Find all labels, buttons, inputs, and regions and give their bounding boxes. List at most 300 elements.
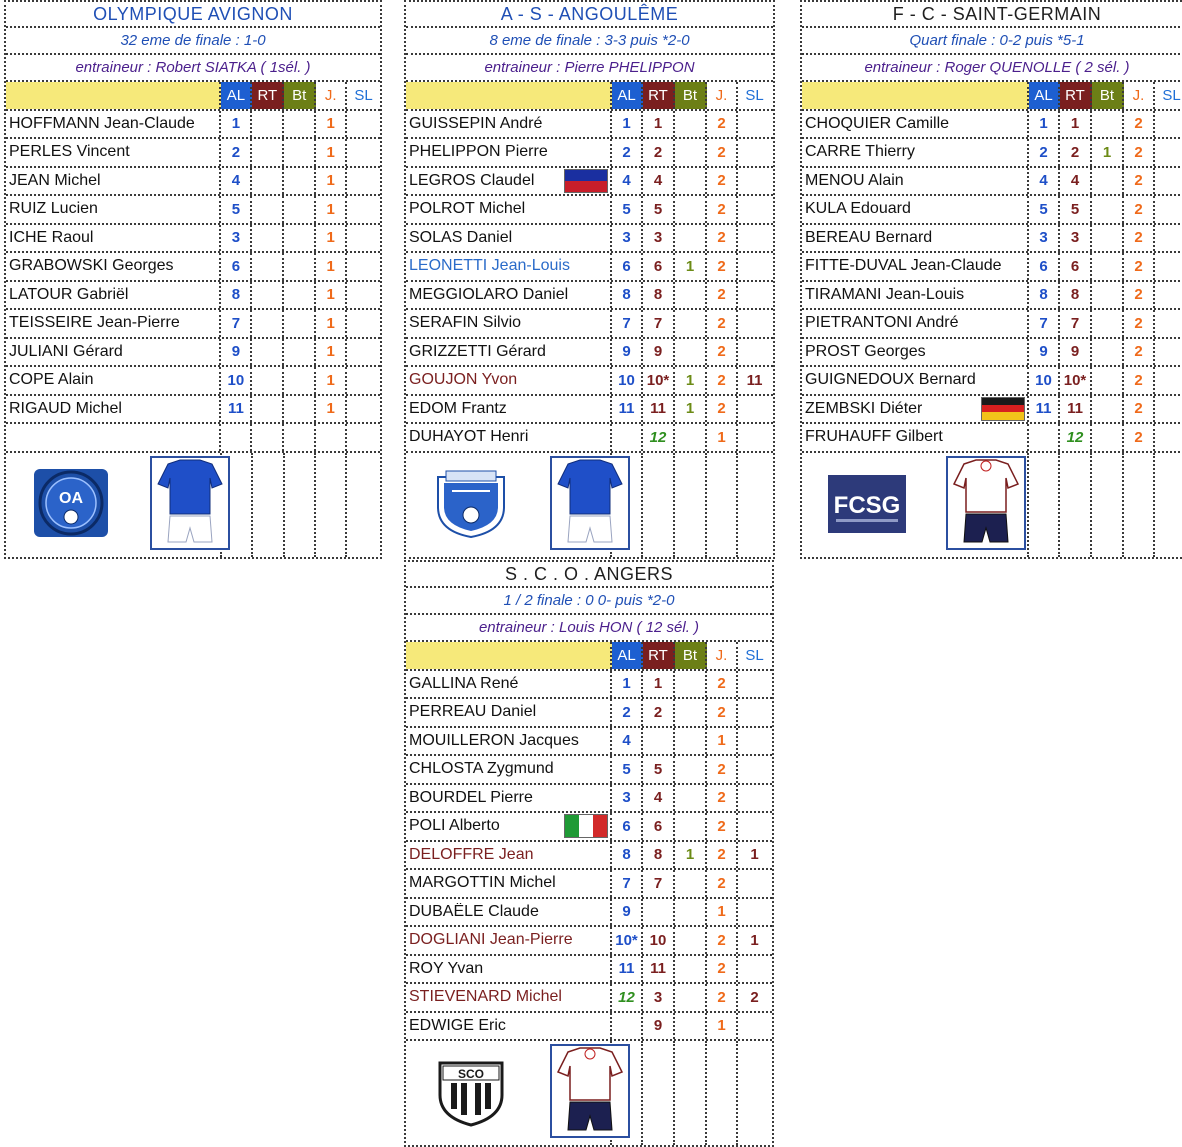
stat-bt <box>1092 424 1124 451</box>
player-name: LATOUR Gabriël <box>9 285 129 303</box>
player-row <box>406 168 773 197</box>
player-name: RUIZ Lucien <box>9 200 98 218</box>
stat-al: 11 <box>221 396 252 423</box>
player-name: DUHAYOT Henri <box>409 428 529 446</box>
player-row <box>802 168 1182 197</box>
stat-al <box>612 424 643 451</box>
team-card <box>4 0 382 559</box>
stat-sl <box>347 253 380 280</box>
player-name-cell <box>406 956 612 983</box>
stat-bt <box>284 367 316 394</box>
team-card <box>800 0 1182 559</box>
stat-bt <box>675 196 707 223</box>
player-row <box>6 339 380 368</box>
stat-sl <box>1155 367 1182 394</box>
column-header-j: J. <box>707 642 738 669</box>
player-row <box>6 396 380 425</box>
stat-bt <box>675 984 707 1011</box>
player-name-cell <box>406 396 612 423</box>
stat-j: 1 <box>316 253 347 280</box>
stat-sl <box>738 139 771 166</box>
player-name: MEGGIOLARO Daniel <box>409 285 569 303</box>
empty-cell <box>316 453 347 557</box>
header-name-cell <box>406 82 612 109</box>
player-name: ROY Yvan <box>409 959 484 977</box>
stat-al: 5 <box>221 196 252 223</box>
stat-bt <box>284 310 316 337</box>
stat-rt: 12 <box>1060 424 1092 451</box>
column-header-rt: RT <box>643 82 675 109</box>
player-name: DUBAËLE Claude <box>409 902 539 920</box>
stat-bt <box>284 396 316 423</box>
player-name: RIGAUD Michel <box>9 399 122 417</box>
player-name: SERAFIN Silvio <box>409 314 522 332</box>
team-card <box>404 560 774 1147</box>
player-name: BEREAU Bernard <box>805 228 933 246</box>
stat-sl <box>738 671 771 698</box>
player-name-cell <box>6 424 221 451</box>
player-row <box>802 225 1182 254</box>
stat-j: 1 <box>316 111 347 138</box>
match-round: 1 / 2 finale : 0 0- puis *2-0 <box>406 588 772 615</box>
player-name: ICHE Raoul <box>9 228 94 246</box>
stat-al: 7 <box>221 310 252 337</box>
sco-angers-crest-icon <box>432 1055 510 1131</box>
empty-cell <box>612 453 643 557</box>
player-row <box>6 225 380 254</box>
stat-al: 3 <box>221 225 252 252</box>
player-row <box>406 699 772 728</box>
stat-j: 2 <box>707 699 738 726</box>
stat-sl <box>1155 196 1182 223</box>
player-row <box>802 139 1182 168</box>
stat-sl <box>738 339 771 366</box>
stat-sl: 1 <box>750 931 759 949</box>
stat-rt: 11 <box>643 396 675 423</box>
header-name-cell <box>6 82 221 109</box>
player-name: MARGOTTIN Michel <box>409 874 556 892</box>
stat-rt <box>252 111 284 138</box>
stat-al: 11 <box>612 396 643 423</box>
player-name: KULA Edouard <box>805 200 911 218</box>
header-name-cell <box>802 82 1029 109</box>
stat-bt <box>284 253 316 280</box>
player-row <box>406 196 773 225</box>
player-name-cell <box>406 699 612 726</box>
stat-rt: 9 <box>1060 339 1092 366</box>
empty-cell <box>675 453 707 557</box>
player-row <box>406 984 772 1013</box>
player-name-cell <box>406 225 612 252</box>
player-row <box>802 367 1182 396</box>
empty-cell <box>738 1041 771 1145</box>
stat-al: 7 <box>612 310 643 337</box>
stat-j: 2 <box>707 139 738 166</box>
player-name-cell <box>406 282 612 309</box>
stat-rt <box>252 282 284 309</box>
column-header-sl: SL <box>354 86 373 104</box>
coach-line: entraineur : Louis HON ( 12 sél. ) <box>406 615 772 642</box>
empty-cell <box>707 453 738 557</box>
player-row <box>6 139 380 168</box>
column-header-bt: Bt <box>284 82 316 109</box>
column-header-j: J. <box>316 82 347 109</box>
player-row <box>802 310 1182 339</box>
stat-j: 2 <box>707 196 738 223</box>
stat-bt <box>284 196 316 223</box>
stat-sl <box>347 139 380 166</box>
stat-bt <box>1092 396 1124 423</box>
stat-al: 12 <box>612 984 643 1011</box>
player-name-cell <box>6 367 221 394</box>
player-name: PERREAU Daniel <box>409 703 537 721</box>
player-row <box>802 396 1182 425</box>
stat-sl: 11 <box>746 371 763 389</box>
stat-bt <box>1092 196 1124 223</box>
stat-sl <box>738 253 771 280</box>
column-header-al: AL <box>221 82 252 109</box>
stat-bt <box>1092 367 1124 394</box>
stat-sl <box>738 225 771 252</box>
stat-sl <box>738 813 771 840</box>
column-header-al: AL <box>612 82 643 109</box>
player-name-cell <box>802 339 1029 366</box>
player-name-cell <box>406 168 612 195</box>
empty-cell <box>707 1041 738 1145</box>
stat-sl <box>347 367 380 394</box>
stat-bt <box>675 1013 707 1040</box>
stat-bt <box>675 671 707 698</box>
stat-j: 1 <box>316 168 347 195</box>
stat-bt <box>1092 225 1124 252</box>
player-row <box>406 728 772 757</box>
stat-bt <box>1092 339 1124 366</box>
player-name-cell <box>406 870 612 897</box>
stat-rt <box>643 899 675 926</box>
player-name: POLROT Michel <box>409 200 526 218</box>
stat-sl <box>738 728 771 755</box>
stat-j: 1 <box>316 139 347 166</box>
stat-bt <box>675 168 707 195</box>
stat-bt <box>1092 310 1124 337</box>
stat-j: 1 <box>316 196 347 223</box>
player-name-cell <box>802 282 1029 309</box>
stat-j: 1 <box>707 728 738 755</box>
player-name: SOLAS Daniel <box>409 228 513 246</box>
stat-sl <box>738 310 771 337</box>
logo-cell <box>406 1041 612 1145</box>
stat-rt <box>252 396 284 423</box>
stat-rt <box>252 310 284 337</box>
empty-cell <box>285 453 317 557</box>
stat-bt <box>675 728 707 755</box>
stat-bt: 1 <box>675 253 707 280</box>
stat-sl <box>347 282 380 309</box>
player-name: POLI Alberto <box>409 817 500 835</box>
player-name-cell <box>6 396 221 423</box>
stat-rt <box>252 168 284 195</box>
column-header-row <box>406 82 773 111</box>
stat-al: 5 <box>612 756 643 783</box>
stat-rt <box>643 728 675 755</box>
stat-al: 7 <box>612 870 643 897</box>
stat-al: 2 <box>612 139 643 166</box>
player-name-cell <box>6 253 221 280</box>
column-header-sl: SL <box>745 86 764 104</box>
player-row <box>406 310 773 339</box>
player-name-cell <box>406 367 612 394</box>
player-name: GUISSEPIN André <box>409 114 543 132</box>
stat-sl <box>347 339 380 366</box>
stat-al: 2 <box>221 139 252 166</box>
player-name-cell <box>802 310 1029 337</box>
player-name: GUIGNEDOUX Bernard <box>805 371 976 389</box>
stat-rt: 7 <box>1060 310 1092 337</box>
player-name-cell <box>6 339 221 366</box>
svg-text:SCO: SCO <box>457 1067 485 1081</box>
player-row <box>802 196 1182 225</box>
stat-j: 2 <box>1124 225 1155 252</box>
player-row <box>406 785 772 814</box>
player-name-cell <box>406 310 612 337</box>
match-round: 32 eme de finale : 1-0 <box>6 28 380 55</box>
stat-rt: 3 <box>643 225 675 252</box>
player-row <box>406 671 772 700</box>
column-header-rt: RT <box>252 82 284 109</box>
player-name: LEGROS Claudel <box>409 171 535 189</box>
stat-bt <box>675 899 707 926</box>
stat-al: 10 <box>221 367 252 394</box>
stat-al: 4 <box>612 728 643 755</box>
stat-al: 4 <box>1029 168 1060 195</box>
empty-cell <box>643 1041 675 1145</box>
player-row <box>802 282 1182 311</box>
club-graphics-row <box>406 1041 772 1145</box>
column-header-row <box>6 82 380 111</box>
player-row <box>406 253 773 282</box>
player-name-cell <box>406 813 612 840</box>
stat-al <box>612 1013 643 1040</box>
player-row <box>406 367 773 396</box>
stat-rt: 1 <box>643 671 675 698</box>
player-row <box>406 899 772 928</box>
stat-sl <box>1155 111 1182 138</box>
stat-rt: 2 <box>643 699 675 726</box>
stat-al: 2 <box>1029 139 1060 166</box>
player-row <box>406 282 773 311</box>
stat-sl <box>738 756 771 783</box>
stat-rt: 2 <box>643 139 675 166</box>
logo-cell <box>406 453 612 557</box>
player-name-cell <box>406 139 612 166</box>
stat-bt <box>675 339 707 366</box>
stat-sl <box>738 899 771 926</box>
player-name-cell <box>406 899 612 926</box>
player-name-cell <box>406 984 612 1011</box>
stat-j: 1 <box>316 339 347 366</box>
stat-bt <box>284 339 316 366</box>
player-name-cell <box>802 367 1029 394</box>
column-header-sl: SL <box>745 646 764 664</box>
stat-sl <box>738 1013 771 1040</box>
player-name-cell <box>6 168 221 195</box>
stat-j: 2 <box>707 396 738 423</box>
stat-al: 10 <box>612 367 643 394</box>
logo-cell <box>6 453 222 557</box>
empty-cell <box>738 453 771 557</box>
stat-j: 1 <box>316 282 347 309</box>
stat-j: 2 <box>1124 168 1155 195</box>
stat-rt: 3 <box>643 984 675 1011</box>
stat-rt: 7 <box>643 870 675 897</box>
stat-rt <box>252 424 284 451</box>
stat-al: 9 <box>221 339 252 366</box>
stat-rt: 11 <box>1060 396 1092 423</box>
stat-j: 2 <box>707 367 738 394</box>
stat-bt <box>675 756 707 783</box>
stat-rt: 4 <box>643 785 675 812</box>
stat-j: 2 <box>707 282 738 309</box>
stat-j <box>316 424 347 451</box>
player-row <box>6 282 380 311</box>
stat-j: 2 <box>707 984 738 1011</box>
stat-sl <box>738 699 771 726</box>
stat-bt <box>284 139 316 166</box>
player-row <box>6 424 380 453</box>
stat-rt: 5 <box>643 756 675 783</box>
stat-j: 2 <box>1124 253 1155 280</box>
stat-j: 2 <box>1124 111 1155 138</box>
stat-rt: 5 <box>643 196 675 223</box>
stat-rt: 12 <box>643 424 675 451</box>
stat-sl <box>1155 396 1182 423</box>
stat-bt: 1 <box>675 396 707 423</box>
stat-bt <box>675 139 707 166</box>
stat-rt: 4 <box>643 168 675 195</box>
player-name-cell <box>406 728 612 755</box>
stat-bt <box>1092 168 1124 195</box>
stat-bt: 1 <box>675 367 707 394</box>
player-name: JULIANI Gérard <box>9 342 123 360</box>
stat-j: 2 <box>707 111 738 138</box>
stat-al: 5 <box>1029 196 1060 223</box>
stat-bt <box>284 424 316 451</box>
player-name-cell <box>406 671 612 698</box>
player-name-cell <box>6 310 221 337</box>
stat-j: 1 <box>316 367 347 394</box>
player-name: DOGLIANI Jean-Pierre <box>409 931 573 949</box>
stat-bt <box>675 785 707 812</box>
player-row <box>6 367 380 396</box>
stat-j: 2 <box>1124 367 1155 394</box>
club-name: A - S - ANGOULÊME <box>406 2 773 28</box>
stat-bt <box>284 111 316 138</box>
blue-jersey-icon <box>150 456 230 554</box>
stat-al: 8 <box>221 282 252 309</box>
player-name-cell <box>406 1013 612 1040</box>
player-row <box>802 339 1182 368</box>
stat-al: 5 <box>612 196 643 223</box>
player-name: COPE Alain <box>9 371 94 389</box>
player-name: FITTE-DUVAL Jean-Claude <box>805 257 1002 275</box>
stat-al: 10 <box>1029 367 1060 394</box>
player-name: CHLOSTA Zygmund <box>409 760 554 778</box>
player-name-cell <box>406 927 612 954</box>
stat-sl <box>347 424 380 451</box>
stat-j: 1 <box>316 310 347 337</box>
stat-j: 2 <box>707 253 738 280</box>
stat-rt: 1 <box>1060 111 1092 138</box>
column-header-al: AL <box>1029 82 1060 109</box>
stat-rt: 5 <box>1060 196 1092 223</box>
stat-rt: 6 <box>1060 253 1092 280</box>
player-row <box>406 842 772 871</box>
club-graphics-row <box>406 453 773 557</box>
player-row <box>802 424 1182 453</box>
coach-line: entraineur : Robert SIATKA ( 1sél. ) <box>6 55 380 82</box>
angouleme-crest-icon <box>432 467 510 543</box>
player-name-cell <box>6 111 221 138</box>
stat-rt <box>252 225 284 252</box>
stat-al: 1 <box>221 111 252 138</box>
empty-cell <box>1060 453 1092 557</box>
player-row <box>6 111 380 140</box>
stat-sl <box>738 870 771 897</box>
stat-sl <box>1155 168 1182 195</box>
match-round: 8 eme de finale : 3-3 puis *2-0 <box>406 28 773 55</box>
stat-bt: 1 <box>1092 139 1124 166</box>
player-name: BOURDEL Pierre <box>409 788 533 806</box>
stat-bt <box>284 225 316 252</box>
empty-cell <box>643 453 675 557</box>
player-name: GALLINA René <box>409 674 519 692</box>
player-name: JEAN Michel <box>9 171 101 189</box>
player-name-cell <box>802 424 1029 451</box>
stat-al <box>1029 424 1060 451</box>
stat-al: 3 <box>1029 225 1060 252</box>
stat-j: 2 <box>707 785 738 812</box>
stat-bt <box>675 424 707 451</box>
stat-rt: 1 <box>643 111 675 138</box>
stat-sl <box>738 785 771 812</box>
player-row <box>6 168 380 197</box>
stat-rt: 11 <box>643 956 675 983</box>
stat-bt <box>675 282 707 309</box>
stat-rt <box>252 339 284 366</box>
stat-bt <box>1092 282 1124 309</box>
empty-cell <box>253 453 285 557</box>
stat-sl <box>347 111 380 138</box>
club-name: S . C . O . ANGERS <box>406 562 772 588</box>
stat-j: 2 <box>707 310 738 337</box>
stat-sl <box>738 956 771 983</box>
stat-al: 8 <box>612 282 643 309</box>
column-header-bt: Bt <box>675 642 707 669</box>
player-row <box>406 813 772 842</box>
empty-cell <box>1124 453 1155 557</box>
stat-bt <box>284 282 316 309</box>
player-name-cell <box>802 196 1029 223</box>
player-name: GRABOWSKI Georges <box>9 257 174 275</box>
stat-j: 2 <box>1124 339 1155 366</box>
stat-sl <box>738 396 771 423</box>
player-row <box>406 111 773 140</box>
stat-rt: 10* <box>1060 367 1092 394</box>
stat-j: 2 <box>1124 282 1155 309</box>
club-name: OLYMPIQUE AVIGNON <box>6 2 380 28</box>
empty-cell <box>347 453 380 557</box>
stat-sl <box>738 196 771 223</box>
